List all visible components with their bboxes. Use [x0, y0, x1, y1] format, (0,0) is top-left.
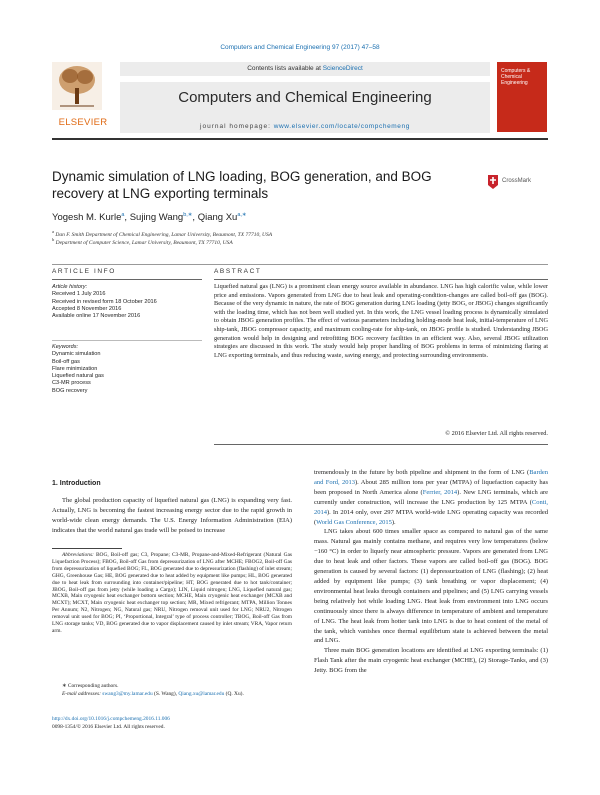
intro-right-column — [314, 468, 548, 676]
journal-homepage — [120, 121, 490, 133]
email-owner: (S. Wang), — [152, 691, 179, 697]
journal-citation[interactable]: Computers and Chemical Engineering 97 (2017) 47–58 — [220, 44, 380, 51]
body-text: ). New LNG terminals, which are currently under construction, will increase the LNG production by 125 MTPA ( — [314, 488, 549, 506]
journal-name: Computers and Chemical Engineering — [178, 89, 432, 106]
affiliation — [52, 237, 233, 246]
body-paragraph: The global production capacity of liquefied natural gas (LNG) is expanding very fast. Actually, LNG is becoming the fastest increasing energy sector due to the rapid growth in world-wide clean energy demands. The U.S. Energy Information Administration (EIA) indicates that the world natural gas trade will be poised to increase — [52, 497, 292, 534]
citation-link[interactable]: Conti, 2014 — [314, 498, 548, 516]
crossmark-icon — [486, 174, 500, 190]
footnote-rule — [52, 548, 122, 549]
affiliation-text: Dan F. Smith Department of Chemical Engineering, Lamar University, Beaumont, TX 77710, USA — [55, 231, 273, 238]
body-text: tremendously in the future by both pipeline and shipment in the form of LNG ( — [314, 469, 530, 476]
author-affiliation-mark: a — [121, 212, 125, 218]
email-owner: (Q. Xu). — [224, 691, 244, 697]
author-affiliation-mark: b,∗ — [183, 212, 193, 218]
keyword: Liquefied natural gas — [52, 373, 104, 380]
abstract-heading: ABSTRACT — [214, 268, 262, 275]
body-text: ). In 2014 only, over 297 MTPA world-wide LNG operating capacity was recorded ( — [314, 508, 548, 526]
article-history — [52, 284, 202, 320]
affiliation-mark: b — [52, 237, 55, 242]
keyword: C3-MR process — [52, 380, 91, 387]
homepage-url[interactable]: www.elsevier.com/locate/compchemeng — [273, 123, 410, 130]
email-link[interactable]: swang3@my.lamar.edu — [102, 691, 153, 697]
abbreviations-label: Abbreviations: — [62, 552, 94, 558]
abstract-bottom-rule — [214, 444, 548, 445]
article-info-heading: ARTICLE INFO — [52, 268, 116, 275]
doi-url[interactable]: http://dx.doi.org/10.1016/j.compchemeng.2016.11.006 — [52, 716, 170, 722]
header-rule — [52, 138, 548, 140]
article-title: Dynamic simulation of LNG loading, BOG generation, and BOG recovery at LNG exporting terminals — [52, 169, 432, 201]
homepage-label: journal homepage: — [200, 123, 274, 130]
citation-link[interactable]: Ferrier, 2014 — [422, 488, 458, 496]
cover-title: Computers & Chemical Engineering — [501, 68, 531, 86]
body-text: ). About 285 million tons per year (MTPA) of liquefaction capacity has been proposed in North America alone ( — [314, 478, 548, 496]
body-paragraph: LNG takes about 600 times smaller space as compared to natural gas of the same mass. Natural gas mainly contains methane, and requires very low temperatures (below −160 °C) in order to liquefy near atmospheric pressure. Vapors are generated from LNG due to heat leak and other factors. These vapors are called boil-off gas (BOG). BOG generation is caused by several factors: (1) depressurization of LNG (flashing); (2) heat added by equipment like pumps; (3) tank breathing or vapor displacement; (4) environmental heat leaks through containers and pipelines; and (5) LNG carrying vessels being relatively hot while loading LNG. Heat leak from environment into LNG occurs continuously since there is always difference in temperature of ambient and temperature of LNG. The heat leak from hotter tank into LNG is due to heat content of the metal of the tank, which vanishes once thermal equilibrium state is achieved between the metal and LNG. — [314, 528, 548, 645]
body-paragraph — [314, 468, 548, 527]
crossmark-badge[interactable] — [486, 174, 546, 194]
history-item: Available online 17 November 2016 — [52, 313, 141, 320]
doi-link[interactable] — [52, 716, 292, 723]
corresponding-note: ∗ Corresponding authors. — [62, 683, 119, 689]
keyword: Dynamic simulation — [52, 351, 101, 358]
author-name[interactable]: Qiang Xu — [197, 212, 238, 224]
footnote-abbreviations — [52, 552, 292, 635]
citation-link[interactable]: Barden and Ford, 2013 — [314, 469, 548, 486]
author-name[interactable]: Sujing Wang — [129, 212, 184, 224]
issn-line: 0098-1354/© 2016 Elsevier Ltd. All rights reserved. — [52, 724, 165, 730]
contents-prefix: Contents lists available at — [247, 65, 323, 72]
keyword: BOG recovery — [52, 387, 88, 394]
abstract-rule — [214, 279, 548, 280]
citation-link[interactable]: World Gas Conference, 2015 — [316, 518, 392, 526]
history-label: Article history: — [52, 284, 88, 290]
affiliation-mark: a — [52, 229, 54, 234]
affiliation-text: Department of Computer Science, Lamar University, Beaumont, TX 77710, USA — [55, 239, 233, 246]
crossmark-label: CrossMark — [502, 178, 532, 184]
publisher-name: ELSEVIER — [58, 117, 108, 128]
keyword: Flare minimization — [52, 365, 98, 372]
journal-cover-thumbnail — [497, 62, 547, 132]
keywords-label: Keywords: — [52, 344, 79, 350]
elsevier-tree-icon — [52, 62, 102, 110]
info-divider — [52, 340, 202, 341]
history-item: Received in revised form 18 October 2016 — [52, 298, 157, 305]
contents-list-bar — [120, 62, 490, 76]
abstract-copyright: © 2016 Elsevier Ltd. All rights reserved. — [445, 430, 548, 437]
abstract-text: Liquefied natural gas (LNG) is a prominent clean energy source available in abundance. LNG has high calorific value, while lower price and emissions. Vapors generated from LNG due to heat leak and operating-condition-changes are called boil-off gas (BOG). Because of the very dynamic in nature, the rate of BOG generation during LNG loading (jetty BOG, or JBOG) changes significantly with the loading time, which has not been well studied yet. In this work, the LNG vessel loading process is dynamically simulated to obtain JBOG generation profiles. The effect of various parameters including holding-mode heat leak, initial-temperature of LNG ship-tank, JBOG compressor capacity, and maximum cooling-rate for ship-tank, on JBOG profile is studied. Understanding JBOG generation would help in designing and retrofitting BOG recovery facilities in an efficient way. Also, several JBOG utilization strategies are discussed in this work. The study would help proper handling of BOG problems in terms of minimizing flaring at LNG exporting terminals, and thus reducing waste, saving energy, and protecting surrounding environments. — [214, 283, 548, 359]
email-label: E-mail addresses: — [62, 691, 103, 697]
author-list: Yogesh M. Kurle$^a$, Sujing Wang$^{b,∗}$, Qiang $Xu^{a,∗}$ — [52, 212, 247, 224]
info-rule — [52, 279, 202, 280]
history-item: Accepted 8 November 2016 — [52, 305, 122, 312]
author-affiliation-mark: a,∗ — [237, 212, 247, 218]
author-name[interactable]: Yogesh M. Kurle — [52, 212, 122, 224]
sciencedirect-link[interactable]: ScienceDirect — [322, 65, 363, 72]
keywords — [52, 344, 202, 395]
body-paragraph: Three main BOG generation locations are identified at LNG exporting terminals: (1) Flash Tank after the main cryogenic heat exchanger (MCHE), (2) Storage-Tanks, and (3) Jetty. BOG from the — [314, 647, 548, 675]
section-divider — [52, 264, 548, 265]
elsevier-logo — [52, 62, 114, 128]
abbreviations-text: BOG, Boil-off gas; C3, Propane; C3-MR, Propane-and-Mixed-Refrigerant (Natural Gas Liquefaction Process); FBOG, Boil-off Gas from depressurization of LNG after MCHE; FBOG2, Boil-off Gas from depressurization of liquefied BOG; FL, BOG generated due to depressurization (flashing) of inlet stream; GHG, Greenhouse Gas; HE, BOG generated due to heat added by equipment like pumps; HL, BOG generated due to heat leak from surrounding into container/pipeline; HT, BOG generated due to hot tank/container; JBOG, Boil-off gas from jetty (while loading a Cargo); LIN, Liquid nitrogen; LNG, Liquefied natural gas; MCXB, Main cryogenic heat exchanger bottom section; MCHE, Main cryogenic heat exchanger (MCXB and MCXT); MCXT, Main cryogenic heat exchanger top section; MR, Mixed refrigerant; MTPA, Million Tonnes Per Annum; N2, Nitrogen; NG, Natural gas; NRU, Nitrogen removal unit used for LNG; NRU2, Nitrogen removal unit used for BOG; PI, ‘Proportional, Integral’ type of process controller; TBOG, Boil-off Gas from LNG storage tanks; VD, BOG generated due to vapor displacement caused by inlet stream; VRA, Vapor return arm. — [52, 552, 292, 634]
journal-title-box — [120, 82, 490, 122]
keyword: Boil-off gas — [52, 358, 80, 365]
history-item: Received 1 July 2016 — [52, 291, 106, 298]
email-link[interactable]: Qiang.xu@lamar.edu — [178, 691, 225, 697]
email-addresses — [62, 691, 292, 698]
intro-left-column — [52, 496, 292, 536]
body-text: ). — [391, 518, 396, 526]
section-heading-introduction: 1. Introduction — [52, 480, 101, 487]
